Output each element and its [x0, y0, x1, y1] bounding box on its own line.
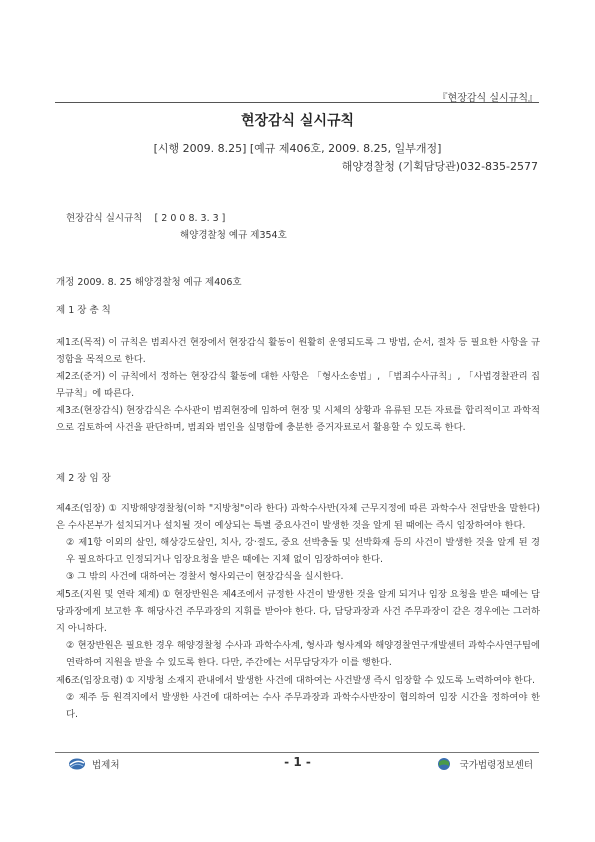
document-title: 현장감식 실시규칙: [240, 113, 355, 129]
original-date: [ 2 0 0 8. 3. 3 ]: [154, 213, 226, 224]
article-4-para-1: 제4조(임장) ① 지방해양경찰청(이하 "지방청"이라 한다) 과학수사반(자체 근무지정에 따른 과학수사 전담반을 말한다)은 수사본부가 설치되거나 설치될 것이 예상되는 특별 중요사건이 발생한 것을 알게 된 때에는 즉시 임장하여야 한다.: [56, 503, 540, 531]
revision-note: 개정 2009. 8. 25 해양경찰청 예규 제406호: [56, 277, 242, 288]
footer-divider: [55, 752, 539, 753]
footer-left-label: 법제처: [92, 760, 120, 771]
article-6-para-2: ② 제주 등 원격지에서 발생한 사건에 대하여는 수사 주무과장과 과학수사반장이 협의하여 임장 시간을 정하여야 한다.: [66, 692, 540, 720]
chapter-2-heading: 제 2 장 임 장: [56, 473, 111, 484]
original-issuer: 해양경찰청 예규 제354호: [180, 230, 287, 241]
article-5: [56, 586, 540, 671]
page-number: - 1 -: [284, 755, 311, 769]
footer-law-center: [436, 757, 533, 771]
article-1: [56, 334, 540, 368]
article-5-para-2: ② 현장반원은 필요한 경우 해양경찰청 수사과 과학수사계, 형사과 형사계와 해양경찰연구개발센터 과학수사연구팀에 연락하여 지원을 받을 수 있도록 한다. 다만, 주간에는 서무담당자가 이를 행한다.: [66, 640, 540, 668]
article-2: [56, 368, 540, 402]
article-4: [56, 500, 540, 585]
article-6: [56, 672, 540, 723]
header-divider: [55, 102, 539, 103]
agency-contact: 해양경찰청 (기획담당관)032-835-2577: [341, 160, 538, 173]
footer-right-label: 국가법령정보센터: [459, 760, 533, 771]
article-4-para-3: ③ 그 밖의 사건에 대하여는 경찰서 형사외근이 현장감식을 실시한다.: [66, 571, 344, 582]
article-6-para-1: 제6조(임장요령) ① 지방청 소재지 관내에서 발생한 사건에 대하여는 사건발생 즉시 임장할 수 있도록 노력하여야 한다.: [56, 675, 535, 686]
article-3-text: 제3조(현장감식) 현장감식은 수사관이 범죄현장에 임하여 현장 및 시체의 상황과 유류된 모든 자료를 합리적이고 과학적으로 검토하여 사건을 판단하며, 범죄와 범인을 실명함에 충분한 증거자료로서 활용할 수 있도록 한다.: [56, 405, 540, 433]
original-name: 현장감식 실시규칙: [66, 213, 143, 224]
enforcement-info: [시행 2009. 8.25] [예규 제406호, 2009. 8.25, 일부개정]: [153, 142, 442, 155]
original-enactment: [66, 210, 225, 224]
article-5-para-1: 제5조(지원 및 연락 체계) ① 현장반원은 제4조에서 규정한 사건이 발생한 것을 알게 되거나 임장 요청을 받은 때에는 담당과장에게 보고한 후 해당사건 주무과장의 지휘를 받아야 한다. 다, 담당과장과 사건 주무과장이 같은 경우에는 그러하지 아니하다.: [56, 589, 540, 634]
law-center-logo-icon: [436, 757, 454, 771]
article-3: [56, 402, 540, 436]
article-2-text: 제2조(준거) 이 규칙에서 정하는 현장감식 활동에 대한 사항은 「형사소송법」, 「범죄수사규칙」, 「사법경찰관리 집무규칙」에 따른다.: [56, 371, 540, 399]
chapter-1-heading: 제 1 장 총 칙: [56, 305, 111, 316]
article-4-para-2: ② 제1항 이외의 살인, 해상강도살인, 치사, 강·절도, 중요 선박충돌 및 선박화재 등의 사건이 발생한 것을 알게 된 경우 필요하다고 인정되거나 임장요청을 받은 때에는 지체 없이 임장하여야 한다.: [66, 537, 540, 565]
article-1-text: 제1조(목적) 이 규칙은 범죄사건 현장에서 현장감식 활동이 원활히 운영되도록 그 방법, 순서, 절차 등 필요한 사항을 규정함을 목적으로 한다.: [56, 337, 540, 365]
header-tag: 『현장감식 실시규칙』: [437, 93, 538, 104]
